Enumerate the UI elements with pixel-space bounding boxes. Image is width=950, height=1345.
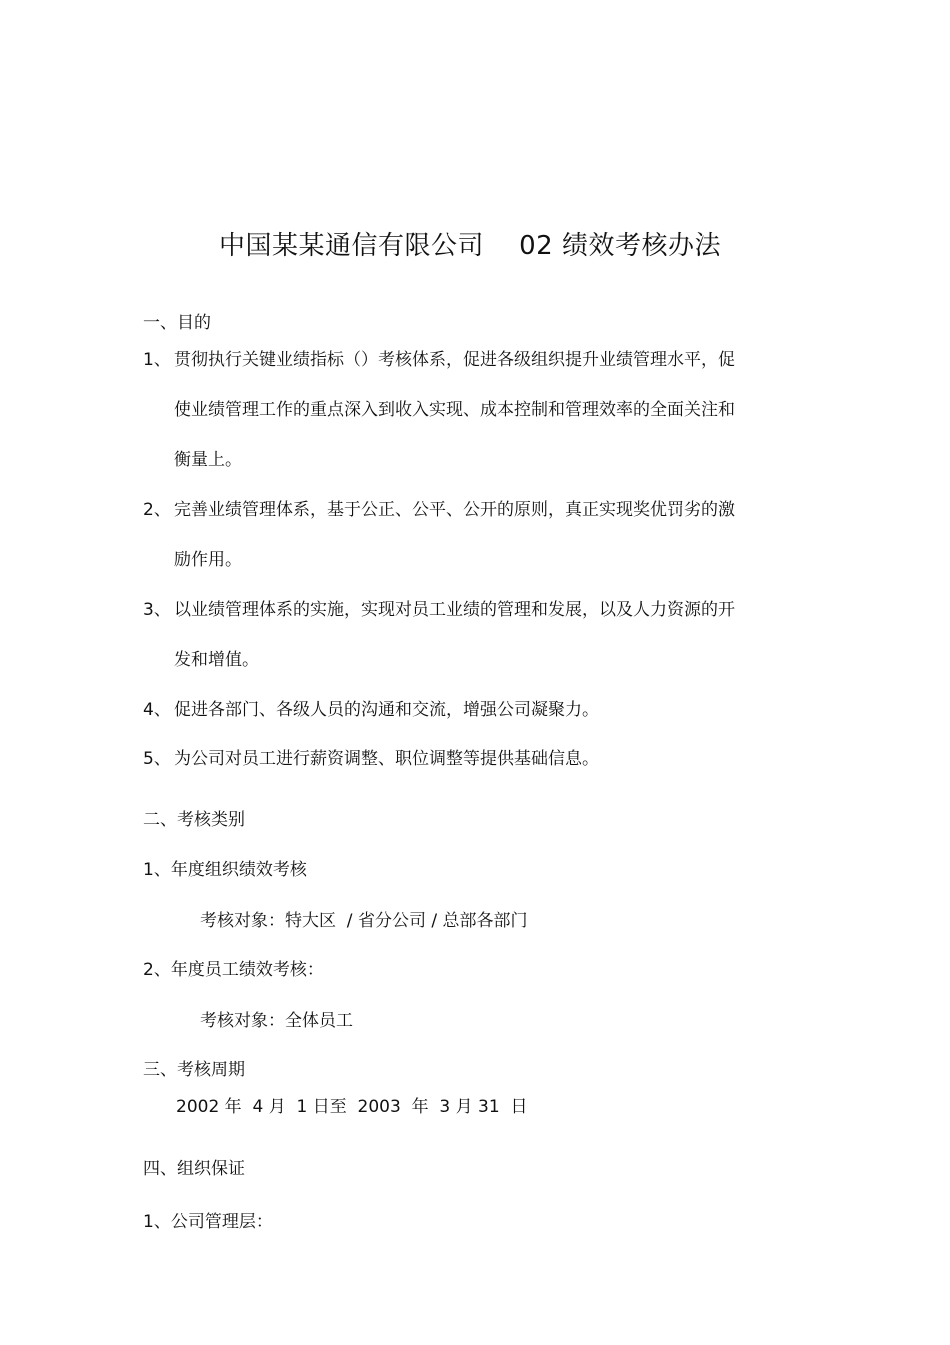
org-management-item: 1、公司管理层： (143, 1212, 273, 1232)
assessment-period: 2002 年 4 月 1 日至 2003 年 3 月 31 日 (176, 1097, 528, 1117)
list-item-line: 衡量上。 (174, 450, 242, 470)
list-item-line: 发和增值。 (174, 650, 259, 670)
category-annual-org: 1、年度组织绩效考核 (143, 860, 307, 880)
category-annual-staff: 2、年度员工绩效考核： (143, 960, 324, 980)
list-item-line: 贯彻执行关键业绩指标（）考核体系，促进各级组织提升业绩管理水平，促 (174, 350, 735, 370)
list-item-line: 完善业绩管理体系，基于公正、公平、公开的原则，真正实现奖优罚劣的激 (174, 500, 735, 520)
list-item-line: 使业绩管理工作的重点深入到收入实现、成本控制和管理效率的全面关注和 (174, 400, 735, 420)
list-item-line: 促进各部门、各级人员的沟通和交流，增强公司凝聚力。 (174, 700, 599, 720)
list-item-number: 3、 (143, 600, 171, 620)
document-title: 中国某某通信有限公司 02 绩效考核办法 (219, 231, 721, 261)
category-annual-org-target: 考核对象：特大区 / 省分公司 / 总部各部门 (200, 911, 528, 931)
list-item-number: 5、 (143, 749, 171, 769)
list-item-line: 以业绩管理体系的实施，实现对员工业绩的管理和发展，以及人力资源的开 (174, 600, 735, 620)
list-item-line: 为公司对员工进行薪资调整、职位调整等提供基础信息。 (174, 749, 599, 769)
list-item-number: 4、 (143, 700, 171, 720)
list-item-line: 励作用。 (174, 550, 242, 570)
category-annual-staff-target: 考核对象：全体员工 (200, 1011, 353, 1031)
section-heading-period: 三、考核周期 (143, 1060, 245, 1080)
list-item-number: 2、 (143, 500, 171, 520)
section-heading-purpose: 一、目的 (143, 313, 211, 333)
section-heading-organization: 四、组织保证 (143, 1159, 245, 1179)
section-heading-categories: 二、考核类别 (143, 810, 245, 830)
list-item-number: 1、 (143, 350, 171, 370)
